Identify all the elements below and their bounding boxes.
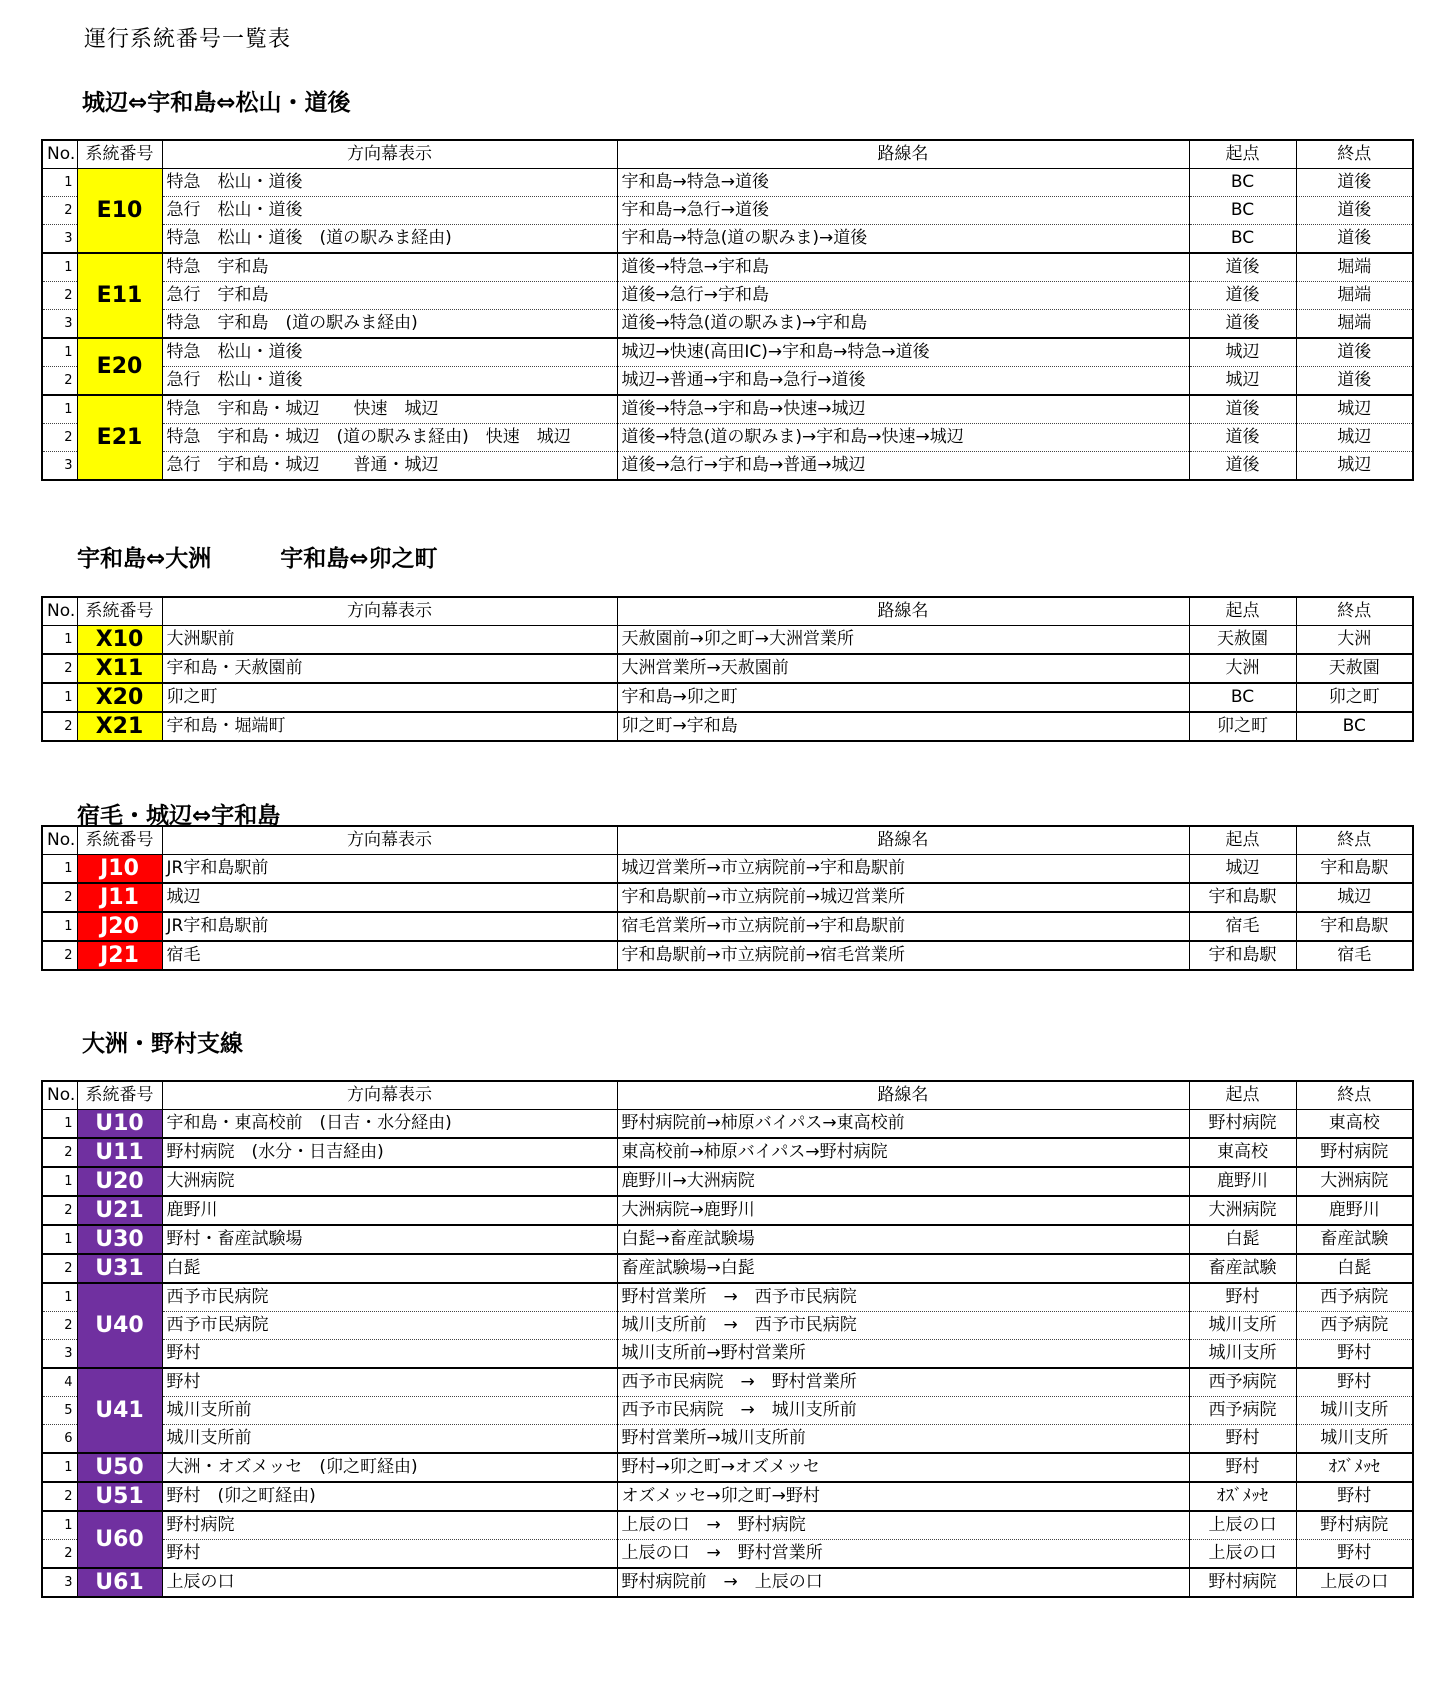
- destination-display: 野村病院: [162, 1511, 617, 1540]
- destination-display: 大洲・オズメッセ (卯之町経由): [162, 1453, 617, 1482]
- table-row: [42, 1368, 1413, 1397]
- end-point: 野村: [1296, 1368, 1413, 1397]
- start-point: 畜産試験: [1189, 1254, 1296, 1283]
- start-point: 卯之町: [1189, 712, 1296, 741]
- start-point: 宿毛: [1189, 912, 1296, 941]
- end-point: 道後: [1296, 367, 1413, 396]
- table-row: [42, 626, 1413, 655]
- table-row: [42, 941, 1413, 970]
- end-point: ｵｽﾞﾒｯｾ: [1296, 1453, 1413, 1482]
- route-code-badge: J21: [77, 941, 162, 970]
- route-code-badge: U10: [77, 1110, 162, 1139]
- destination-display: 野村・畜産試験場: [162, 1225, 617, 1254]
- section-title-ozu-unomachi: 宇和島⇔大洲 宇和島⇔卯之町: [77, 546, 438, 572]
- destination-display: 野村病院 (水分・日吉経由): [162, 1138, 617, 1167]
- route-table-ozu-unomachi: [41, 596, 1414, 742]
- start-point: 道後: [1189, 310, 1296, 339]
- route-code-badge: U51: [77, 1482, 162, 1511]
- table-row: [42, 1312, 1413, 1340]
- start-point: 道後: [1189, 395, 1296, 424]
- table-row: [42, 1283, 1413, 1312]
- col-display-header: 方向幕表示: [162, 826, 617, 855]
- row-number: 2: [42, 367, 77, 396]
- table-row: [42, 1397, 1413, 1425]
- route-name: 城辺営業所→市立病院前→宇和島駅前: [617, 855, 1189, 884]
- route-name: 宇和島→急行→道後: [617, 197, 1189, 225]
- route-name: 城川支所前 → 西予市民病院: [617, 1312, 1189, 1340]
- row-number: 2: [42, 1482, 77, 1511]
- start-point: 野村: [1189, 1425, 1296, 1454]
- end-point: 東高校: [1296, 1110, 1413, 1139]
- route-name: 道後→急行→宇和島→普通→城辺: [617, 452, 1189, 481]
- destination-display: 急行 松山・道後: [162, 367, 617, 396]
- destination-display: 野村: [162, 1340, 617, 1369]
- col-end-header: 終点: [1296, 597, 1413, 626]
- col-code-header: 系統番号: [77, 597, 162, 626]
- end-point: 城辺: [1296, 424, 1413, 452]
- end-point: 卯之町: [1296, 683, 1413, 712]
- destination-display: 急行 宇和島: [162, 282, 617, 310]
- document-title: 運行系統番号一覧表: [84, 27, 292, 52]
- route-code-badge: U61: [77, 1568, 162, 1597]
- route-name: 道後→特急(道の駅みま)→宇和島→快速→城辺: [617, 424, 1189, 452]
- destination-display: 城辺: [162, 883, 617, 912]
- col-no-header: No.: [42, 826, 77, 855]
- destination-display: 上辰の口: [162, 1568, 617, 1597]
- start-point: 城川支所: [1189, 1312, 1296, 1340]
- route-table-nomura: [41, 1080, 1414, 1598]
- route-name: 道後→特急→宇和島→快速→城辺: [617, 395, 1189, 424]
- table-row: [42, 912, 1413, 941]
- start-point: 西予病院: [1189, 1397, 1296, 1425]
- end-point: 宇和島駅: [1296, 855, 1413, 884]
- row-number: 1: [42, 855, 77, 884]
- row-number: 3: [42, 1568, 77, 1597]
- row-number: 1: [42, 253, 77, 282]
- end-point: 城辺: [1296, 395, 1413, 424]
- start-point: 上辰の口: [1189, 1511, 1296, 1540]
- row-number: 1: [42, 1511, 77, 1540]
- row-number: 2: [42, 197, 77, 225]
- start-point: 道後: [1189, 452, 1296, 481]
- route-code-badge: J20: [77, 912, 162, 941]
- start-point: 上辰の口: [1189, 1540, 1296, 1569]
- table-row: [42, 1511, 1413, 1540]
- table-row: [42, 1110, 1413, 1139]
- section-title-nomura: 大洲・野村支線: [82, 1031, 243, 1057]
- table-row: [42, 424, 1413, 452]
- table-row: [42, 855, 1413, 884]
- row-number: 2: [42, 883, 77, 912]
- destination-display: 特急 宇和島 (道の駅みま経由): [162, 310, 617, 339]
- end-point: 野村: [1296, 1482, 1413, 1511]
- route-code-badge: U60: [77, 1511, 162, 1568]
- col-route-header: 路線名: [617, 140, 1189, 169]
- end-point: 宇和島駅: [1296, 912, 1413, 941]
- route-name: 大洲病院→鹿野川: [617, 1196, 1189, 1225]
- route-code-badge: X20: [77, 683, 162, 712]
- table-row: [42, 452, 1413, 481]
- destination-display: 野村 (卯之町経由): [162, 1482, 617, 1511]
- route-code-badge: J11: [77, 883, 162, 912]
- row-number: 3: [42, 310, 77, 339]
- destination-display: 特急 松山・道後 (道の駅みま経由): [162, 225, 617, 254]
- header-row: [42, 597, 1413, 626]
- route-name: 上辰の口 → 野村病院: [617, 1511, 1189, 1540]
- route-code-badge: E20: [77, 338, 162, 395]
- start-point: 野村: [1189, 1283, 1296, 1312]
- destination-display: 特急 宇和島: [162, 253, 617, 282]
- route-name: 野村病院前 → 上辰の口: [617, 1568, 1189, 1597]
- end-point: 鹿野川: [1296, 1196, 1413, 1225]
- route-name: 宇和島駅前→市立病院前→宿毛営業所: [617, 941, 1189, 970]
- route-code-badge: U21: [77, 1196, 162, 1225]
- end-point: 上辰の口: [1296, 1568, 1413, 1597]
- route-name: 城辺→普通→宇和島→急行→道後: [617, 367, 1189, 396]
- destination-display: 特急 宇和島・城辺 (道の駅みま経由) 快速 城辺: [162, 424, 617, 452]
- row-number: 5: [42, 1397, 77, 1425]
- row-number: 2: [42, 654, 77, 683]
- route-name: 野村営業所→城川支所前: [617, 1425, 1189, 1454]
- start-point: 城辺: [1189, 855, 1296, 884]
- row-number: 2: [42, 1540, 77, 1569]
- route-name: 大洲営業所→天赦園前: [617, 654, 1189, 683]
- end-point: 大洲病院: [1296, 1167, 1413, 1196]
- destination-display: 野村: [162, 1368, 617, 1397]
- end-point: 城辺: [1296, 452, 1413, 481]
- start-point: 城川支所: [1189, 1340, 1296, 1369]
- route-code-badge: U11: [77, 1138, 162, 1167]
- destination-display: 宇和島・東高校前 (日吉・水分経由): [162, 1110, 617, 1139]
- col-start-header: 起点: [1189, 1081, 1296, 1110]
- route-name: 野村病院前→柿原バイパス→東高校前: [617, 1110, 1189, 1139]
- start-point: BC: [1189, 225, 1296, 254]
- end-point: 野村: [1296, 1340, 1413, 1369]
- col-no-header: No.: [42, 597, 77, 626]
- destination-display: 卯之町: [162, 683, 617, 712]
- destination-display: 西予市民病院: [162, 1283, 617, 1312]
- col-code-header: 系統番号: [77, 1081, 162, 1110]
- row-number: 1: [42, 1453, 77, 1482]
- route-name: 道後→特急(道の駅みま)→宇和島: [617, 310, 1189, 339]
- start-point: 宇和島駅: [1189, 941, 1296, 970]
- row-number: 1: [42, 1283, 77, 1312]
- col-end-header: 終点: [1296, 1081, 1413, 1110]
- start-point: 野村病院: [1189, 1568, 1296, 1597]
- destination-display: JR宇和島駅前: [162, 855, 617, 884]
- table-row: [42, 1540, 1413, 1569]
- route-name: 道後→特急→宇和島: [617, 253, 1189, 282]
- route-name: 城川支所前→野村営業所: [617, 1340, 1189, 1369]
- route-name: 鹿野川→大洲病院: [617, 1167, 1189, 1196]
- route-name: 野村営業所 → 西予市民病院: [617, 1283, 1189, 1312]
- route-code-badge: U50: [77, 1453, 162, 1482]
- destination-display: 特急 宇和島・城辺 快速 城辺: [162, 395, 617, 424]
- start-point: 城辺: [1189, 338, 1296, 367]
- end-point: 白髭: [1296, 1254, 1413, 1283]
- start-point: 城辺: [1189, 367, 1296, 396]
- col-display-header: 方向幕表示: [162, 140, 617, 169]
- start-point: 宇和島駅: [1189, 883, 1296, 912]
- table-row: [42, 1225, 1413, 1254]
- table-row: [42, 712, 1413, 741]
- route-name: 西予市民病院 → 城川支所前: [617, 1397, 1189, 1425]
- end-point: 道後: [1296, 169, 1413, 197]
- row-number: 2: [42, 282, 77, 310]
- table-row: [42, 367, 1413, 396]
- start-point: 天赦園: [1189, 626, 1296, 655]
- route-name: 城辺→快速(高田IC)→宇和島→特急→道後: [617, 338, 1189, 367]
- header-row: [42, 1081, 1413, 1110]
- route-name: 道後→急行→宇和島: [617, 282, 1189, 310]
- start-point: 道後: [1189, 282, 1296, 310]
- row-number: 1: [42, 683, 77, 712]
- end-point: 堀端: [1296, 253, 1413, 282]
- row-number: 2: [42, 712, 77, 741]
- col-no-header: No.: [42, 140, 77, 169]
- end-point: 西予病院: [1296, 1283, 1413, 1312]
- row-number: 1: [42, 169, 77, 197]
- end-point: 野村病院: [1296, 1138, 1413, 1167]
- route-name: 上辰の口 → 野村営業所: [617, 1540, 1189, 1569]
- end-point: 道後: [1296, 225, 1413, 254]
- table-row: [42, 282, 1413, 310]
- route-code-badge: X21: [77, 712, 162, 741]
- table-row: [42, 310, 1413, 339]
- col-start-header: 起点: [1189, 826, 1296, 855]
- start-point: 白髭: [1189, 1225, 1296, 1254]
- col-route-header: 路線名: [617, 1081, 1189, 1110]
- row-number: 1: [42, 1110, 77, 1139]
- destination-display: 白髭: [162, 1254, 617, 1283]
- table-row: [42, 1138, 1413, 1167]
- row-number: 3: [42, 225, 77, 254]
- route-name: 宇和島→特急→道後: [617, 169, 1189, 197]
- row-number: 6: [42, 1425, 77, 1454]
- route-table-sukumo: [41, 825, 1414, 971]
- end-point: 西予病院: [1296, 1312, 1413, 1340]
- route-code-badge: E11: [77, 253, 162, 338]
- row-number: 2: [42, 1254, 77, 1283]
- row-number: 2: [42, 941, 77, 970]
- row-number: 2: [42, 424, 77, 452]
- destination-display: 特急 松山・道後: [162, 338, 617, 367]
- route-code-badge: U31: [77, 1254, 162, 1283]
- route-code-badge: U41: [77, 1368, 162, 1453]
- route-name: 西予市民病院 → 野村営業所: [617, 1368, 1189, 1397]
- table-row: [42, 683, 1413, 712]
- end-point: 宿毛: [1296, 941, 1413, 970]
- destination-display: 野村: [162, 1540, 617, 1569]
- table-row: [42, 1425, 1413, 1454]
- col-route-header: 路線名: [617, 826, 1189, 855]
- destination-display: 鹿野川: [162, 1196, 617, 1225]
- col-route-header: 路線名: [617, 597, 1189, 626]
- end-point: 野村: [1296, 1540, 1413, 1569]
- row-number: 1: [42, 338, 77, 367]
- row-number: 3: [42, 1340, 77, 1369]
- route-name: オズメッセ→卯之町→野村: [617, 1482, 1189, 1511]
- route-code-badge: E10: [77, 169, 162, 254]
- destination-display: JR宇和島駅前: [162, 912, 617, 941]
- start-point: 野村病院: [1189, 1110, 1296, 1139]
- start-point: BC: [1189, 169, 1296, 197]
- col-start-header: 起点: [1189, 140, 1296, 169]
- col-code-header: 系統番号: [77, 140, 162, 169]
- table-row: [42, 1167, 1413, 1196]
- route-code-badge: E21: [77, 395, 162, 480]
- route-name: 東高校前→柿原バイパス→野村病院: [617, 1138, 1189, 1167]
- row-number: 2: [42, 1196, 77, 1225]
- row-number: 3: [42, 452, 77, 481]
- col-display-header: 方向幕表示: [162, 1081, 617, 1110]
- destination-display: 城川支所前: [162, 1397, 617, 1425]
- col-start-header: 起点: [1189, 597, 1296, 626]
- end-point: 野村病院: [1296, 1511, 1413, 1540]
- end-point: 畜産試験: [1296, 1225, 1413, 1254]
- end-point: 城川支所: [1296, 1425, 1413, 1454]
- route-code-badge: X11: [77, 654, 162, 683]
- destination-display: 宇和島・天赦園前: [162, 654, 617, 683]
- destination-display: 特急 松山・道後: [162, 169, 617, 197]
- destination-display: 大洲駅前: [162, 626, 617, 655]
- route-name: 宇和島駅前→市立病院前→城辺営業所: [617, 883, 1189, 912]
- table-row: [42, 1254, 1413, 1283]
- end-point: 天赦園: [1296, 654, 1413, 683]
- table-row: [42, 197, 1413, 225]
- route-name: 野村→卯之町→オズメッセ: [617, 1453, 1189, 1482]
- row-number: 4: [42, 1368, 77, 1397]
- table-row: [42, 395, 1413, 424]
- start-point: BC: [1189, 683, 1296, 712]
- route-name: 宇和島→卯之町: [617, 683, 1189, 712]
- table-row: [42, 169, 1413, 197]
- route-name: 宇和島→特急(道の駅みま)→道後: [617, 225, 1189, 254]
- start-point: ｵｽﾞﾒｯｾ: [1189, 1482, 1296, 1511]
- end-point: 城辺: [1296, 883, 1413, 912]
- row-number: 1: [42, 1167, 77, 1196]
- route-code-badge: J10: [77, 855, 162, 884]
- col-end-header: 終点: [1296, 826, 1413, 855]
- row-number: 1: [42, 1225, 77, 1254]
- destination-display: 城川支所前: [162, 1425, 617, 1454]
- start-point: 東高校: [1189, 1138, 1296, 1167]
- destination-display: 急行 松山・道後: [162, 197, 617, 225]
- route-name: 畜産試験場→白髭: [617, 1254, 1189, 1283]
- end-point: BC: [1296, 712, 1413, 741]
- col-no-header: No.: [42, 1081, 77, 1110]
- table-row: [42, 883, 1413, 912]
- route-code-badge: X10: [77, 626, 162, 655]
- start-point: 道後: [1189, 253, 1296, 282]
- end-point: 堀端: [1296, 310, 1413, 339]
- row-number: 1: [42, 395, 77, 424]
- start-point: 鹿野川: [1189, 1167, 1296, 1196]
- table-row: [42, 1340, 1413, 1369]
- col-end-header: 終点: [1296, 140, 1413, 169]
- start-point: 大洲病院: [1189, 1196, 1296, 1225]
- end-point: 堀端: [1296, 282, 1413, 310]
- table-row: [42, 1196, 1413, 1225]
- col-display-header: 方向幕表示: [162, 597, 617, 626]
- route-name: 天赦園前→卯之町→大洲営業所: [617, 626, 1189, 655]
- start-point: 野村: [1189, 1453, 1296, 1482]
- row-number: 1: [42, 626, 77, 655]
- start-point: 西予病院: [1189, 1368, 1296, 1397]
- start-point: BC: [1189, 197, 1296, 225]
- destination-display: 大洲病院: [162, 1167, 617, 1196]
- table-row: [42, 654, 1413, 683]
- end-point: 大洲: [1296, 626, 1413, 655]
- route-code-badge: U40: [77, 1283, 162, 1368]
- row-number: 2: [42, 1312, 77, 1340]
- end-point: 道後: [1296, 338, 1413, 367]
- header-row: [42, 140, 1413, 169]
- start-point: 道後: [1189, 424, 1296, 452]
- row-number: 1: [42, 912, 77, 941]
- route-table-matsuyama: [41, 139, 1414, 481]
- section-title-matsuyama: 城辺⇔宇和島⇔松山・道後: [82, 90, 351, 116]
- table-row: [42, 1568, 1413, 1597]
- header-row: [42, 826, 1413, 855]
- destination-display: 宿毛: [162, 941, 617, 970]
- route-code-badge: U20: [77, 1167, 162, 1196]
- route-name: 宿毛営業所→市立病院前→宇和島駅前: [617, 912, 1189, 941]
- end-point: 道後: [1296, 197, 1413, 225]
- table-row: [42, 225, 1413, 254]
- route-code-badge: U30: [77, 1225, 162, 1254]
- start-point: 大洲: [1189, 654, 1296, 683]
- table-row: [42, 338, 1413, 367]
- row-number: 2: [42, 1138, 77, 1167]
- end-point: 城川支所: [1296, 1397, 1413, 1425]
- route-name: 卯之町→宇和島: [617, 712, 1189, 741]
- section-title-sukumo: 宿毛・城辺⇔宇和島: [77, 803, 281, 829]
- table-row: [42, 253, 1413, 282]
- destination-display: 急行 宇和島・城辺 普通・城辺: [162, 452, 617, 481]
- destination-display: 宇和島・堀端町: [162, 712, 617, 741]
- route-name: 白髭→畜産試験場: [617, 1225, 1189, 1254]
- table-row: [42, 1453, 1413, 1482]
- table-row: [42, 1482, 1413, 1511]
- col-code-header: 系統番号: [77, 826, 162, 855]
- destination-display: 西予市民病院: [162, 1312, 617, 1340]
